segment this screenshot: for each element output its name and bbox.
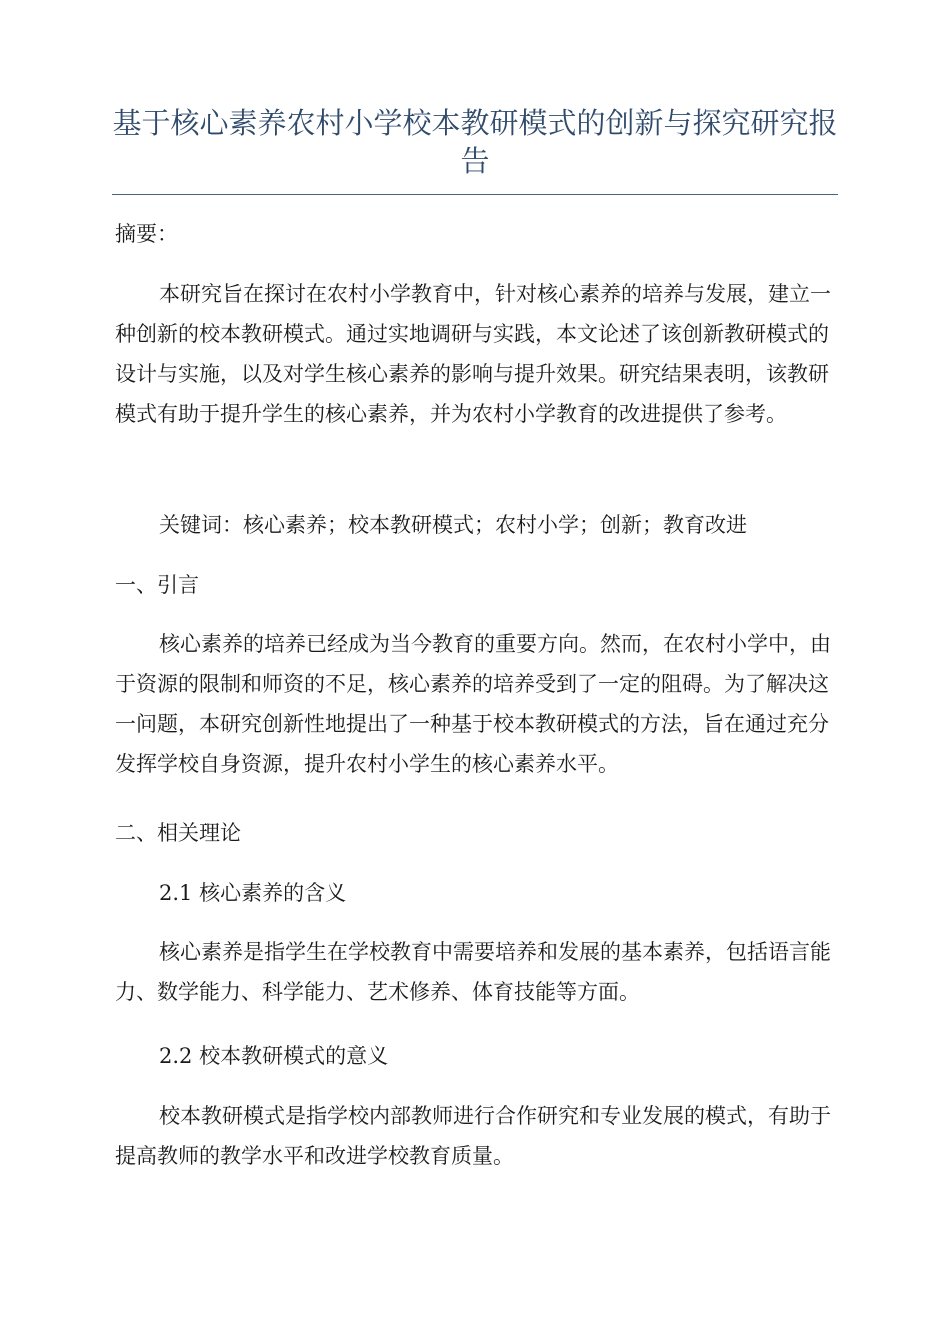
subsection-2-1-paragraph: 核心素养是指学生在学校教育中需要培养和发展的基本素养，包括语言能力、数学能力、科学能力、艺术修养、体育技能等方面。	[115, 940, 831, 1004]
section-heading-introduction: 一、引言	[115, 573, 199, 597]
subsection-heading-2-2: 2.2 校本教研模式的意义	[159, 1044, 389, 1068]
abstract-paragraph: 本研究旨在探讨在农村小学教育中，针对核心素养的培养与发展，建立一种创新的校本教研模式。通过实地调研与实践，本文论述了该创新教研模式的设计与实施，以及对学生核心素养的影响与提升效果。研究结果表明，该教研模式有助于提升学生的核心素养，并为农村小学教育的改进提供了参考。	[115, 282, 831, 426]
abstract-label: 摘要：	[115, 222, 178, 246]
keywords-line: 关键词：核心素养；校本教研模式；农村小学；创新；教育改进	[159, 513, 747, 537]
subsection-heading-2-1: 2.1 核心素养的含义	[159, 881, 347, 905]
introduction-paragraph: 核心素养的培养已经成为当今教育的重要方向。然而，在农村小学中，由于资源的限制和师资的不足，核心素养的培养受到了一定的阻碍。为了解决这一问题，本研究创新性地提出了一种基于校本教研模式的方法，旨在通过充分发挥学校自身资源，提升农村小学生的核心素养水平。	[115, 632, 831, 776]
section-heading-theory: 二、相关理论	[115, 821, 241, 845]
title-divider	[112, 194, 838, 195]
subsection-2-2-paragraph: 校本教研模式是指学校内部教师进行合作研究和专业发展的模式，有助于提高教师的教学水平和改进学校教育质量。	[115, 1104, 831, 1168]
document-title: 基于核心素养农村小学校本教研模式的创新与探究研究报告	[112, 106, 838, 178]
